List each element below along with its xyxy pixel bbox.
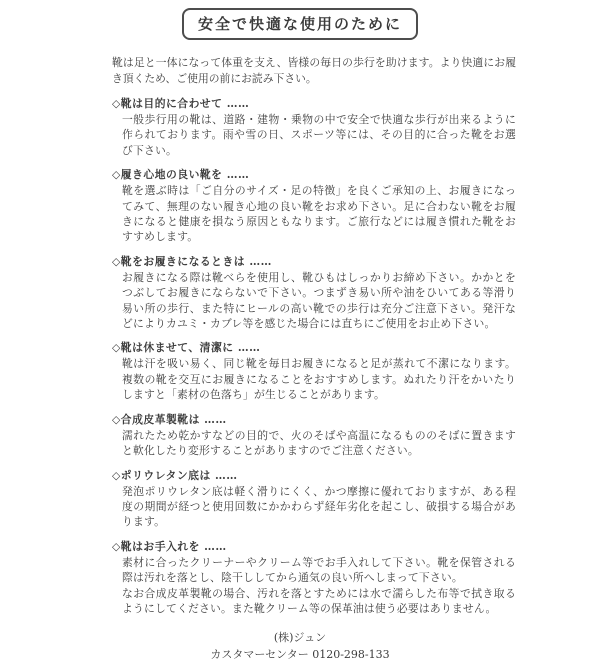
title-row bbox=[0, 0, 600, 40]
section-heading: ◇靴はお手入れを …… bbox=[112, 539, 227, 553]
document-title: 安全で快適な使用のために bbox=[197, 15, 402, 33]
section-synthetic-leather bbox=[112, 412, 516, 459]
section-heading: ◇合成皮革製靴は …… bbox=[112, 412, 227, 426]
section-heading: ◇靴は目的に合わせて …… bbox=[112, 97, 250, 110]
document-body bbox=[112, 55, 516, 616]
section-body: お履きになる際は靴べらを使用し、靴ひもはしっかりお締め下さい。かかとをつぶしてお履きにならないで下さい。つまずき易い所や油をひいてある等滑り易い所の歩行、また特にヒールの高い靴での歩行は充分ご注意下さい。発汗などによりカユミ・カブレ等を感じた場合には直ちにご使用をお止め下さい。 bbox=[122, 270, 516, 331]
section-body: 濡れたため乾かすなどの目的で、火のそばや高温になるもののそばに置きますと軟化したり変形することがありますのでご注意ください。 bbox=[122, 428, 516, 458]
section-polyurethane-sole bbox=[112, 468, 516, 530]
section-body: 発泡ポリウレタン底は軽く滑りにくく、かつ摩擦に優れておりますが、ある程度の期間が経つと使用回数にかかわらず経年劣化を起こし、破損する場合があります。 bbox=[122, 484, 516, 529]
intro-paragraph: 靴は足と一体になって体重を支え、皆様の毎日の歩行を助けます。より快適にお履き頂くため、ご使用の前にお読み下さい。 bbox=[112, 56, 516, 85]
document-footer bbox=[0, 629, 600, 663]
customer-center-phone: カスタマーセンター 0120-298-133 bbox=[210, 648, 390, 662]
section-body: 靴を選ぶ時は「ご自分のサイズ・足の特徴」を良くご承知の上、お履きになってみて、無理のない履き心地の良い靴をお求め下さい。足に合わない靴をお履きになると健康を損なう原因ともなります。ご旅行などには履き慣れた靴をおすすめします。 bbox=[122, 184, 516, 244]
document-title-box bbox=[182, 8, 418, 40]
section-heading: ◇靴は休ませて、清潔に …… bbox=[112, 341, 261, 355]
section-heading: ◇履き心地の良い靴を …… bbox=[112, 168, 250, 182]
section-purpose bbox=[112, 96, 516, 158]
section-body: 一般歩行用の靴は、道路・建物・乗物の中で安全で快適な歩行が出来るように作られております。雨や雪の日、スポーツ等には、その目的に合った靴をお選び下さい。 bbox=[122, 113, 516, 157]
section-heading: ◇靴をお履きになるときは …… bbox=[112, 254, 272, 268]
section-care bbox=[112, 539, 516, 617]
section-body: なお合成皮革製靴の場合、汚れを落とすためには水で濡らした布等で拭き取るようにしてください。また靴クリーム等の保革油は使う必要はありません。 bbox=[122, 586, 516, 615]
section-body: 素材に合ったクリーナーやクリーム等でお手入れして下さい。靴を保管される際は汚れを落とし、陰干ししてから通気の良い所へしまって下さい。 bbox=[122, 555, 516, 585]
section-body: 靴は汗を吸い易く、同じ靴を毎日お履きになると足が蒸れて不潔になります。複数の靴を交互にお履きになることをおすすめします。ぬれたり汗をかいたりしますと「素材の色落ち」が生じることがあります。 bbox=[122, 357, 516, 402]
section-when-wearing bbox=[112, 254, 516, 332]
section-heading: ◇ポリウレタン底は …… bbox=[112, 468, 238, 482]
company-name: (株)ジュン bbox=[273, 631, 327, 645]
section-rest-and-clean bbox=[112, 340, 516, 402]
section-comfortable-fit bbox=[112, 167, 516, 245]
